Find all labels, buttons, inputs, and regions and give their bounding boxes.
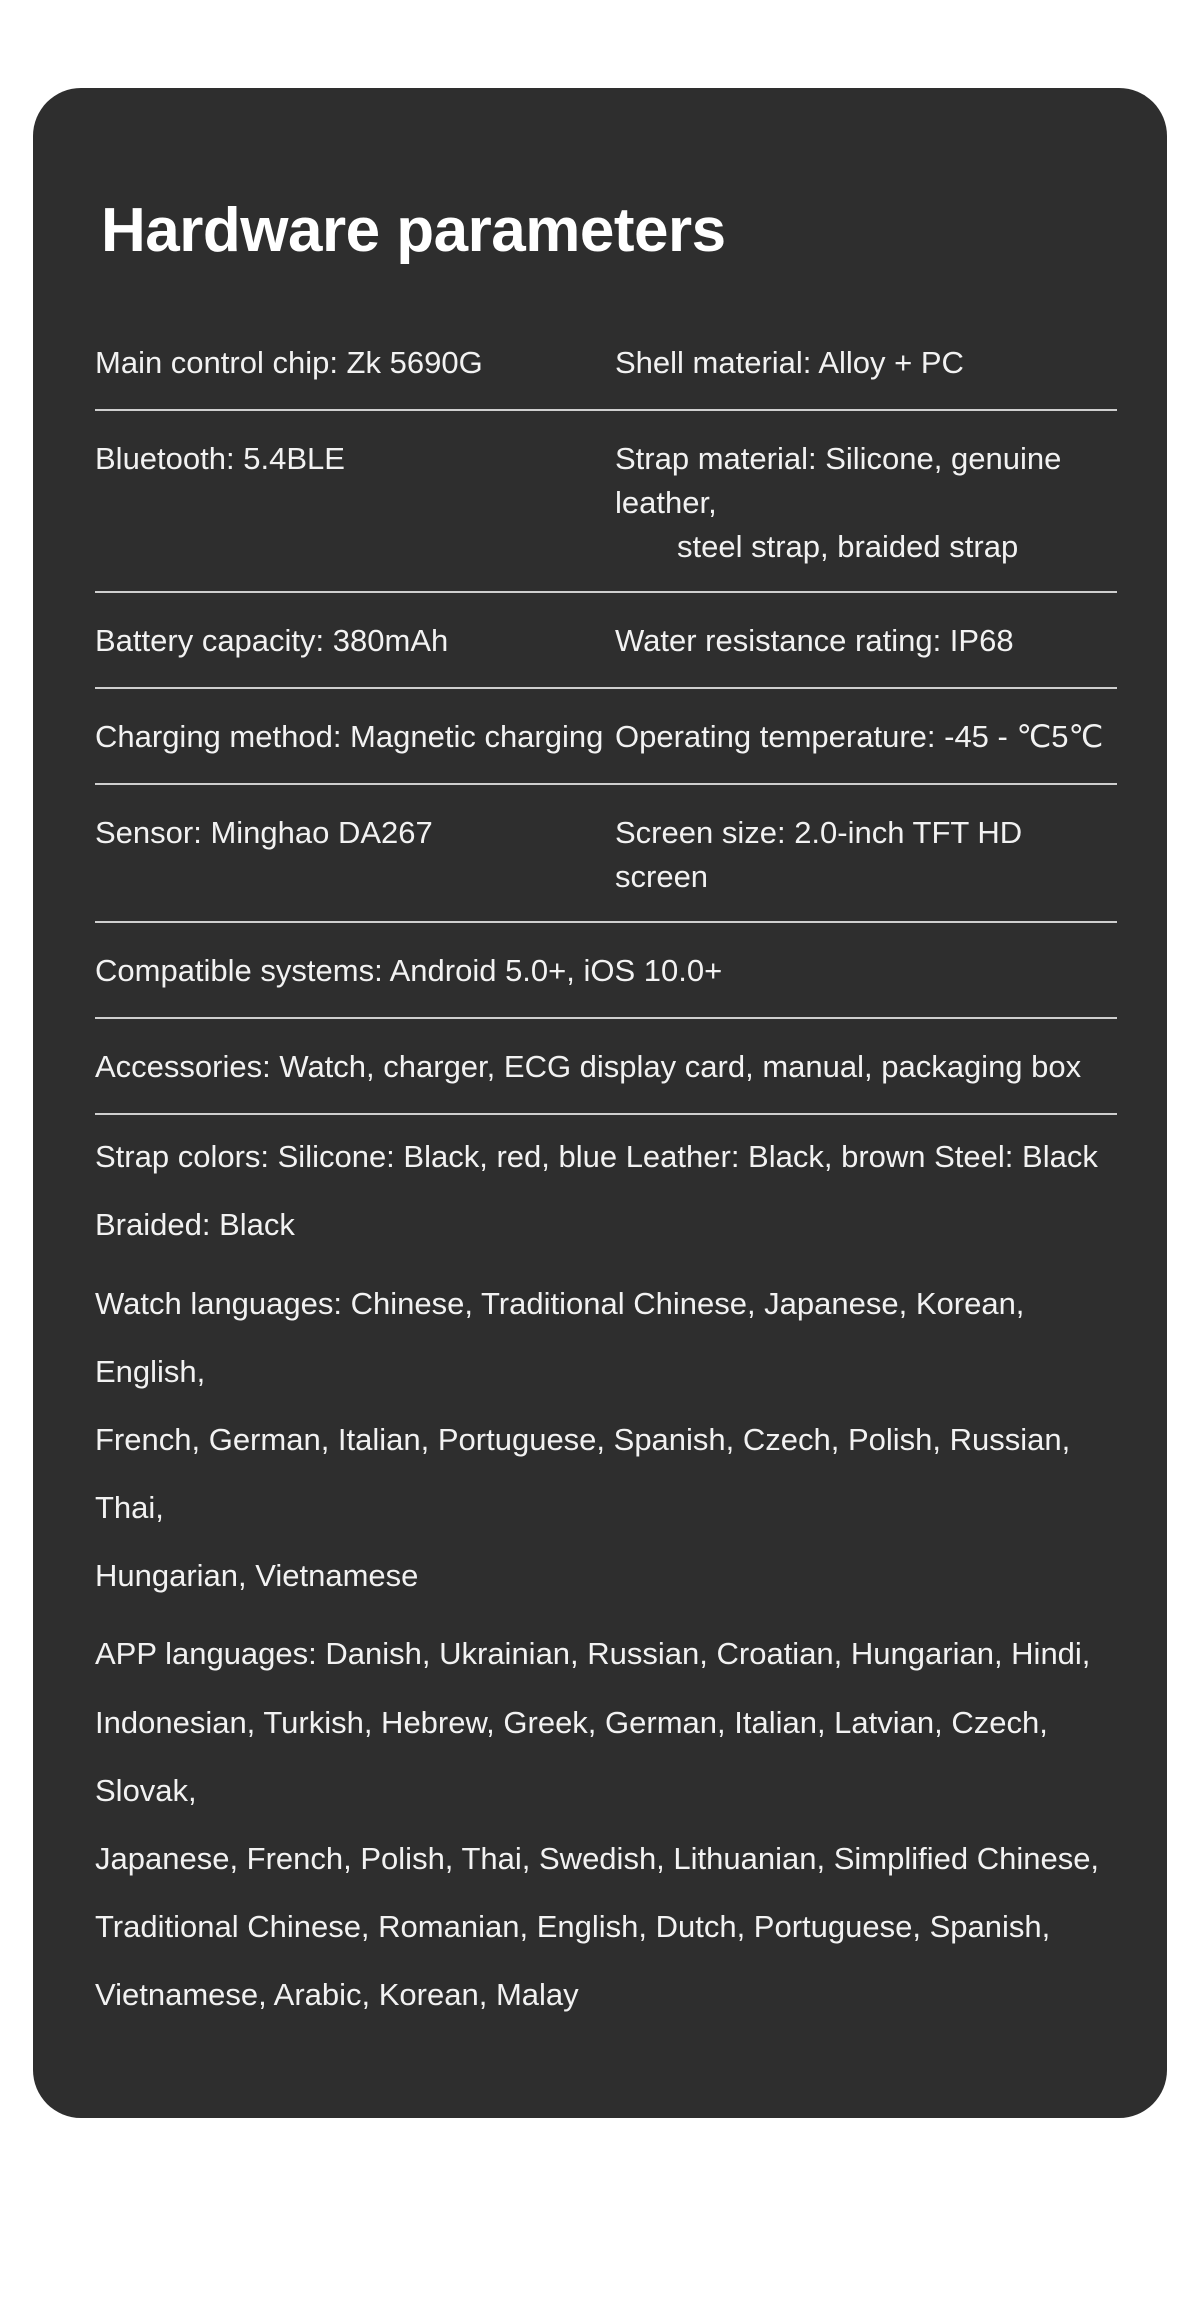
note-strap-colors-line2: Braided: Black xyxy=(95,1207,295,1243)
table-row xyxy=(95,315,1117,411)
spec-accessories: Accessories: Watch, charger, ECG display card, manual, packaging box xyxy=(95,1049,1082,1085)
table-row xyxy=(95,689,1117,785)
note-watch-languages-line2: French, German, Italian, Portuguese, Spanish, Czech, Polish, Russian, Thai, xyxy=(95,1421,1071,1526)
spec-main-control-chip: Main control chip: Zk 5690G xyxy=(95,345,483,381)
note-app-languages-line3: Japanese, French, Polish, Thai, Swedish, Lithuanian, Simplified Chinese, xyxy=(95,1841,1100,1877)
spec-operating-temperature: Operating temperature: -45 - ℃5℃ xyxy=(615,719,1104,755)
note-app-languages-line1: APP languages: Danish, Ukrainian, Russian, Croatian, Hungarian, Hindi, xyxy=(95,1636,1091,1672)
spec-shell-material: Shell material: Alloy + PC xyxy=(615,345,964,381)
note-watch-languages-line3: Hungarian, Vietnamese xyxy=(95,1558,419,1594)
table-row xyxy=(95,785,1117,923)
spec-water-resistance: Water resistance rating: IP68 xyxy=(615,623,1014,659)
note-strap-colors-line1: Strap colors: Silicone: Black, red, blue Leather: Black, brown Steel: Black xyxy=(95,1139,1098,1175)
spec-table xyxy=(33,315,1167,1115)
spec-strap-material-line1: Strap material: Silicone, genuine leather, xyxy=(615,441,1062,521)
note-app-languages-line4: Traditional Chinese, Romanian, English, Dutch, Portuguese, Spanish, xyxy=(95,1909,1051,1945)
table-row xyxy=(95,923,1117,1019)
note-app-languages-line5: Vietnamese, Arabic, Korean, Malay xyxy=(95,1977,579,2013)
spec-sensor: Sensor: Minghao DA267 xyxy=(95,815,433,851)
spec-compatible-systems: Compatible systems: Android 5.0+, iOS 10.0+ xyxy=(95,953,723,989)
spec-strap-material-line2: steel strap, braided strap xyxy=(677,529,1019,565)
page-title: Hardware parameters xyxy=(101,196,726,265)
hardware-parameters-card xyxy=(33,88,1167,2118)
spec-battery-capacity: Battery capacity: 380mAh xyxy=(95,623,449,659)
note-watch-languages-line1: Watch languages: Chinese, Traditional Chinese, Japanese, Korean, English, xyxy=(95,1285,1025,1389)
spec-charging-method: Charging method: Magnetic charging xyxy=(95,719,604,755)
spec-strap-material xyxy=(615,411,1117,591)
note-app-languages-line2: Indonesian, Turkish, Hebrew, Greek, German, Italian, Latvian, Czech, Slovak, xyxy=(95,1704,1048,1808)
table-row xyxy=(95,1019,1117,1115)
table-row xyxy=(95,593,1117,689)
spec-bluetooth: Bluetooth: 5.4BLE xyxy=(95,441,345,477)
spec-screen-size: Screen size: 2.0-inch TFT HD screen xyxy=(615,815,1023,895)
notes-section xyxy=(33,1115,1167,2029)
table-row xyxy=(95,411,1117,593)
